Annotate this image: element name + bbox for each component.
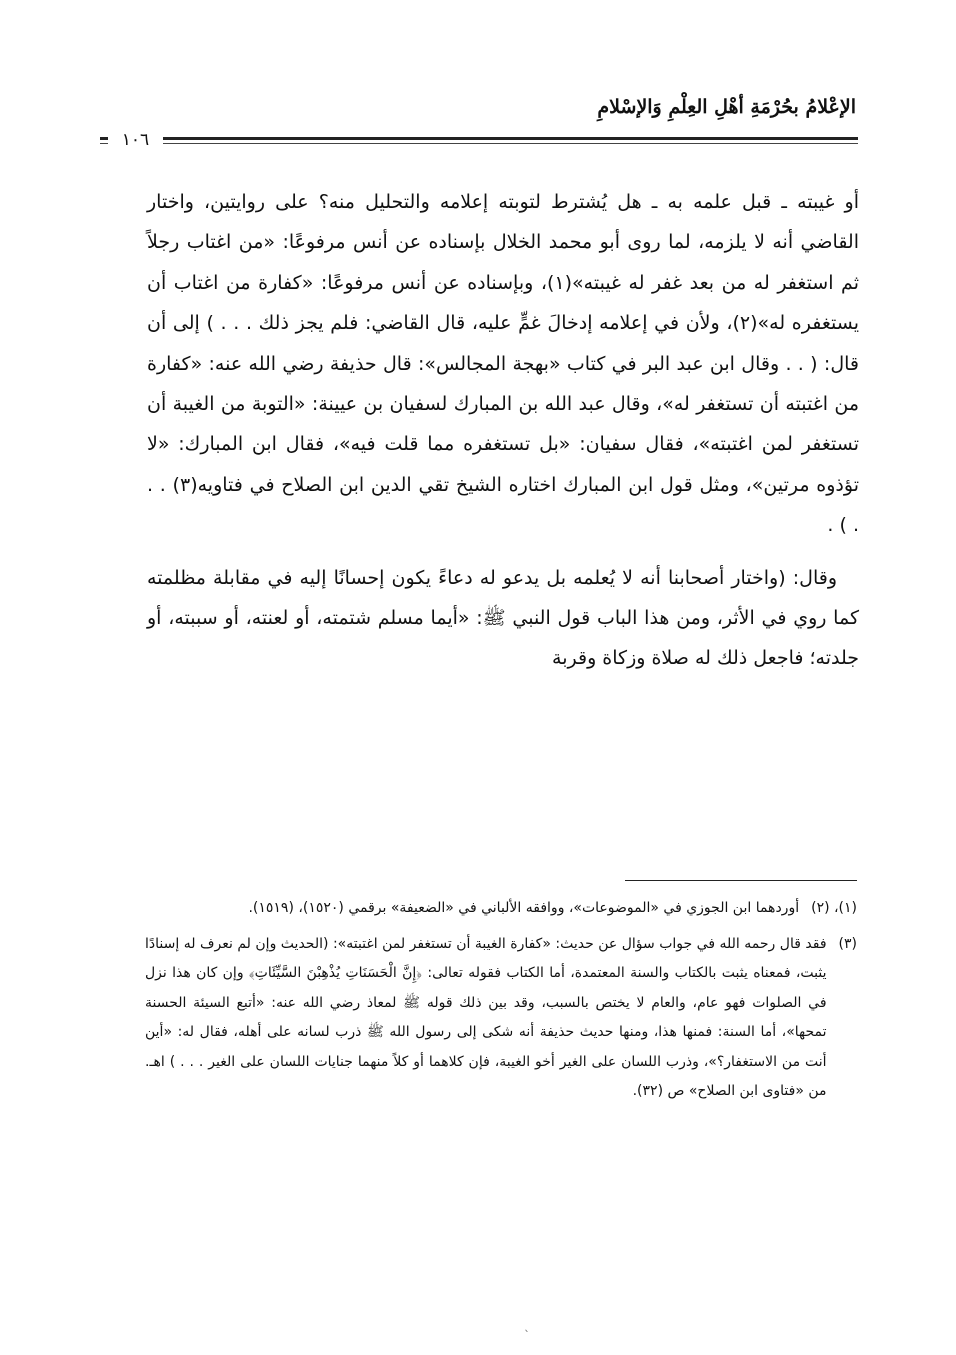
footnotes bbox=[145, 894, 857, 1113]
main-text bbox=[147, 182, 859, 679]
header-rule-thin bbox=[100, 143, 858, 144]
running-title: الإعْلامُ بحُرْمَةِ أهْلِ العِلْمِ وَالإسْلامِ bbox=[597, 96, 856, 118]
footnote-item bbox=[145, 894, 857, 924]
footnote-item bbox=[145, 930, 857, 1107]
page-number: ١٠٦ bbox=[108, 126, 163, 154]
header-rule-thick bbox=[100, 137, 858, 140]
scan-mark: ˎ bbox=[524, 1318, 530, 1332]
body-paragraph-1: أو غيبته ـ قبل علمه به ـ هل يُشترط لتوبته إعلامه والتحليل منه؟ على روايتين، واختار القاضي أنه لا يلزمه، لما روى أبو محمد الخلال بإسناده عن أنس مرفوعًا: «من اغتاب رجلاً ثم استغفر له من بعد غفر له غيبته»(١)، وبإسناده عن أنس مرفوعًا: «كفارة من اغتاب أن يستغفره له»(٢)، ولأن في إعلامه إدخالَ غمٍّ عليه، قال القاضي: فلم يجز ذلك . . . ) إلى أن قال: ( . . وقال ابن عبد البر في كتاب «بهجة المجالس»: قال حذيفة رضي الله عنه: «كفارة من اغتبته أن تستغفر له»، وقال عبد الله بن المبارك لسفيان بن عيينة: «التوبة من الغيبة أن تستغفر لمن اغتبته»، فقال سفيان: «بل تستغفره مما قلت فيه»، فقال ابن المبارك: «لا تؤذوه مرتين»، ومثل قول ابن المبارك اختاره الشيخ تقي الدين ابن الصلاح في فتاويه(٣) . . . ) . bbox=[147, 191, 860, 537]
body-paragraph-2: وقال: (واختار أصحابنا أنه لا يُعلمه بل يدعو له دعاءً يكون إحسانًا إليه في مقابلة مظلمته كما روي في الأثر، ومن هذا الباب قول النبي ﷺ: «أيما مسلم شتمته، أو لعنته، أو سببته، أو جلدته؛ فاجعل ذلك له صلاة وزكاة وقربة bbox=[147, 566, 859, 670]
footnote-text: أوردهما ابن الجوزي في «الموضوعات»، ووافقه الألباني في «الضعيفة» برقمي (١٥٢٠)، (١٥١٩). bbox=[248, 900, 800, 916]
footnote-mark: (٣) bbox=[838, 935, 857, 952]
footnote-text: فقد قال رحمه الله في جواب سؤال عن حديث: «كفارة الغيبة أن تستغفر لمن اغتبته»: (الحديث وإن لم نعرف له إسنادًا يثبت، فمعناه يثبت بالكتاب والسنة المعتمدة، أما الكتاب فقوله تعالى: ﴿إِنَّ الْحَسَنَاتِ يُذْهِبْنَ السَّيِّئَاتِ﴾ وإن كان هذا نزل في الصلوات فهو عام، والعام لا يختص بالسبب، وقد بين ذلك قوله ﷺ لمعاذ رضي الله عنه: «أتبع السيئة الحسنة تمحها»، أما السنة: فمنها هذا، ومنها حديث حذيفة أنه شكى إلى رسول الله ﷺ ذرب لسانه على أهله، فقال له: «أين أنت من الاستغفار؟»، وذرب اللسان على الغير أخو الغيبة، فإن كلاهما أو كلاً منهما جنايات اللسان على الغير . . . ) اهـ. من «فتاوى ابن الصلاح» ص (٣٢). bbox=[145, 935, 827, 1099]
footnote-mark: (١)، (٢) bbox=[811, 900, 857, 916]
footnote-divider bbox=[625, 880, 857, 881]
